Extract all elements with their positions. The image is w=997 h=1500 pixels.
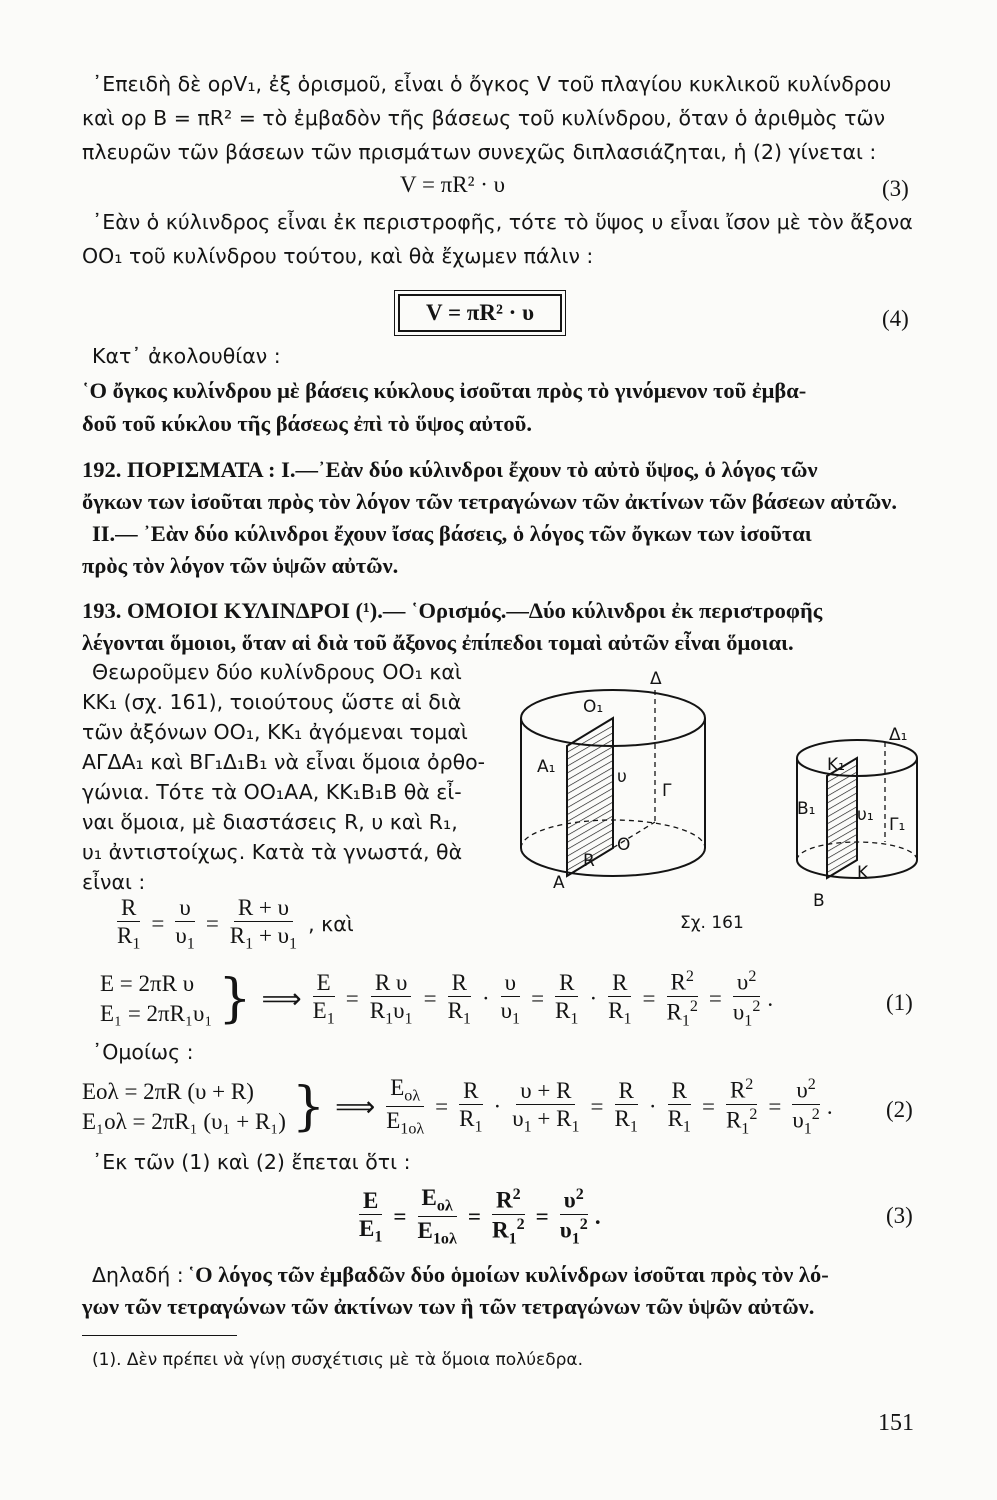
- text-line: εἶναι :: [82, 870, 146, 894]
- text-line: ναι ὅμοια, μὲ διαστάσεις R, υ καὶ R₁,: [82, 810, 458, 834]
- equation-number: (4): [882, 306, 909, 331]
- definition-line: λέγονται ὅμοιοι, ὅταν αἱ διὰ τοῦ ἄξονος ἐπίπεδοι τομαὶ αὐτῶν εἶναι ὅμοιαι.: [82, 630, 794, 655]
- text-line: πλευρῶν τῶν βάσεων τῶν πρισμάτων συνεχῶς διπλασιάζηται, ἡ (2) γίνεται :: [82, 140, 877, 164]
- label-gamma: Γ: [662, 781, 672, 801]
- page-number: 151: [878, 1410, 914, 1436]
- ratio-equation: $\frac{R}{R_1}$ = $\frac{\upsilon}{\upsilon_1}$ = $\frac{R + \upsilon}{R_1 + \upsilon_1}$ , καὶ: [117, 895, 354, 953]
- text-line: Θεωροῦμεν δύο κυλίνδρους OO₁ καὶ: [92, 660, 462, 684]
- conclusion-prefix: Δηλαδή :: [92, 1263, 184, 1287]
- text-line: τῶν ἀξόνων OO₁, KK₁ ἀγόμεναι τομαὶ: [82, 720, 468, 744]
- text-line: ᾽Ομοίως :: [92, 1040, 194, 1064]
- label-upsilon: υ: [617, 767, 627, 787]
- conclusion-statement: ῾Ο λόγος τῶν ἐμβαδῶν δύο ὁμοίων κυλίνδρων ἰσοῦται πρὸς τὸν λό-: [187, 1262, 829, 1287]
- equation-number: (3): [882, 176, 909, 201]
- total-area-system: Eολ = 2πR (υ + R) E₁ολ = 2πR₁ (υ₁ + R₁) } ⟹ $\frac{E_{o\lambda}}{E_{1o\lambda}}$ = $\frac{R}{R_1}$ · $\frac{\upsilon + R}{\upsilon_1 + R_1}$ = $\frac{R}{R_1}$ · $\frac{R}{R_1}$ = $\frac{R^2}{R_1^2}$ = $\frac{\upsilon^2}{\upsilon_1^2}$ .: [82, 1075, 833, 1138]
- text-line: OO₁ τοῦ κυλίνδρου τούτου, καὶ θὰ ἔχωμεν πάλιν :: [82, 244, 594, 268]
- total-area-e1: E₁ολ = 2πR₁ (υ₁ + R₁): [82, 1108, 286, 1134]
- text-line: γώνια. Τότε τὰ OO₁AA, KK₁B₁B θὰ εἶ-: [82, 780, 462, 804]
- label-k: K: [857, 863, 869, 883]
- lateral-area-e1: E₁ = 2πR₁υ₁: [100, 1000, 213, 1026]
- total-area-e: Eολ = 2πR (υ + R): [82, 1078, 254, 1104]
- theorem-line: II.— ᾽Εὰν δύο κύλινδροι ἔχουν ἴσας βάσεις, ὁ λόγος τῶν ὄγκων των ἰσοῦται: [92, 521, 812, 546]
- label-o: O: [617, 835, 631, 855]
- kai-word: , καὶ: [308, 912, 354, 937]
- text-line: ᾽Επειδὴ δὲ ορV₁, ἐξ ὁρισμοῦ, εἶναι ὁ ὄγκος V τοῦ πλαγίου κυκλικοῦ κυλίνδρου: [92, 72, 892, 96]
- footnote-rule: [82, 1335, 237, 1336]
- lateral-area-e: E = 2πR υ: [100, 971, 195, 997]
- text-line: καὶ ορ B = πR² = τὸ ἐμβαδὸν τῆς βάσεως τοῦ κυλίνδρου, ὅταν ὁ ἀριθμὸς τῶν: [82, 106, 886, 130]
- text-line: KK₁ (σχ. 161), τοιούτους ὥστε αἱ διὰ: [82, 690, 462, 714]
- conclusion-line-2: γων τῶν τετραγώνων τῶν ἀκτίνων των ἢ τῶν τετραγώνων τῶν ὑψῶν αὐτῶν.: [82, 1294, 815, 1319]
- theorem-line: δοῦ τοῦ κύκλου τῆς βάσεως ἐπὶ τὸ ὕψος αὐτοῦ.: [82, 411, 532, 436]
- result-equation: $\frac{E}{E_1}$ = $\frac{E_{o\lambda}}{E_{1o\lambda}}$ = $\frac{R^2}{R_1^2}$ = $\frac{\upsilon^2}{\upsilon_1^2}$ .: [359, 1185, 601, 1248]
- label-upsilon1: υ₁: [857, 805, 874, 825]
- large-cylinder: [521, 690, 705, 876]
- boxed-formula: V = πR² · υ: [398, 294, 562, 332]
- label-k1: K₁: [827, 755, 845, 775]
- figure-caption: Σχ. 161: [680, 913, 744, 933]
- equation-number: (2): [886, 1097, 913, 1122]
- label-a: A: [553, 873, 565, 893]
- figure-161: [505, 670, 925, 940]
- lateral-area-system: E = 2πR υ E₁ = 2πR₁υ₁ } ⟹ $\frac{E}{E_1}$ = $\frac{\text{R υ}}{R_1\upsilon_1}$ = $\frac{R}{R_1}$ · $\frac{\upsilon}{\upsilon_1}$ = $\frac{R}{R_1}$ · $\frac{R}{R_1}$ = $\frac{R^2}{R_1^2}$ = $\frac{\upsilon^2}{\upsilon_1^2}$ .: [100, 968, 774, 1030]
- text-line: υ₁ ἀντιστοίχως. Κατὰ τὰ γνωστά, θὰ: [82, 840, 463, 864]
- section-192-heading: 192. ΠΟΡΙΣΜΑΤΑ : I.—᾽Εὰν δύο κύλινδροι ἔχουν τὸ αὐτὸ ὕψος, ὁ λόγος τῶν: [82, 457, 818, 482]
- section-193-heading: 193. ΟΜΟΙΟΙ ΚΥΛΙΝΔΡΟΙ (¹).— ῾Ορισμός.—Δύο κύλινδροι ἐκ περιστροφῆς: [82, 598, 823, 623]
- label-o1: O₁: [583, 697, 604, 717]
- equation-number: (3): [886, 1203, 913, 1228]
- label-delta: Δ: [650, 670, 662, 689]
- label-a1: A₁: [537, 757, 556, 777]
- label-gamma1: Γ₁: [889, 815, 906, 835]
- conclusion-line: [92, 1262, 829, 1288]
- equation-number: (1): [886, 990, 913, 1015]
- theorem-line: ὄγκων των ἰσοῦται πρὸς τὸν λόγον τῶν τετραγώνων τῶν ἀκτίνων τῶν βάσεων αὐτῶν.: [82, 489, 897, 514]
- equation-volume: V = πR² · υ: [400, 172, 506, 197]
- footnote: (1). Δὲν πρέπει νὰ γίνῃ συσχέτισις μὲ τὰ ὅμοια πολύεδρα.: [92, 1350, 584, 1370]
- label-delta1: Δ₁: [889, 725, 908, 745]
- theorem-line: ῾Ο ὄγκος κυλίνδρου μὲ βάσεις κύκλους ἰσοῦται πρὸς τὸ γινόμενον τοῦ ἐμβα-: [82, 378, 807, 403]
- text-line: ᾽Εκ τῶν (1) καὶ (2) ἔπεται ὅτι :: [92, 1150, 411, 1174]
- label-r: R: [583, 851, 595, 871]
- label-b: B: [813, 891, 825, 911]
- text-line: ΑΓΔΑ₁ καὶ ΒΓ₁Δ₁Β₁ νὰ εἶναι ὅμοια ὀρθο-: [82, 750, 486, 774]
- label-b1: B₁: [797, 799, 816, 819]
- text-line: Κατ᾽ ἀκολουθίαν :: [92, 344, 281, 368]
- theorem-line: πρὸς τὸν λόγον τῶν ὑψῶν αὐτῶν.: [82, 553, 399, 578]
- text-line: ᾽Εὰν ὁ κύλινδρος εἶναι ἐκ περιστροφῆς, τότε τὸ ὕψος υ εἶναι ἴσον μὲ τὸν ἄξονα: [92, 210, 913, 234]
